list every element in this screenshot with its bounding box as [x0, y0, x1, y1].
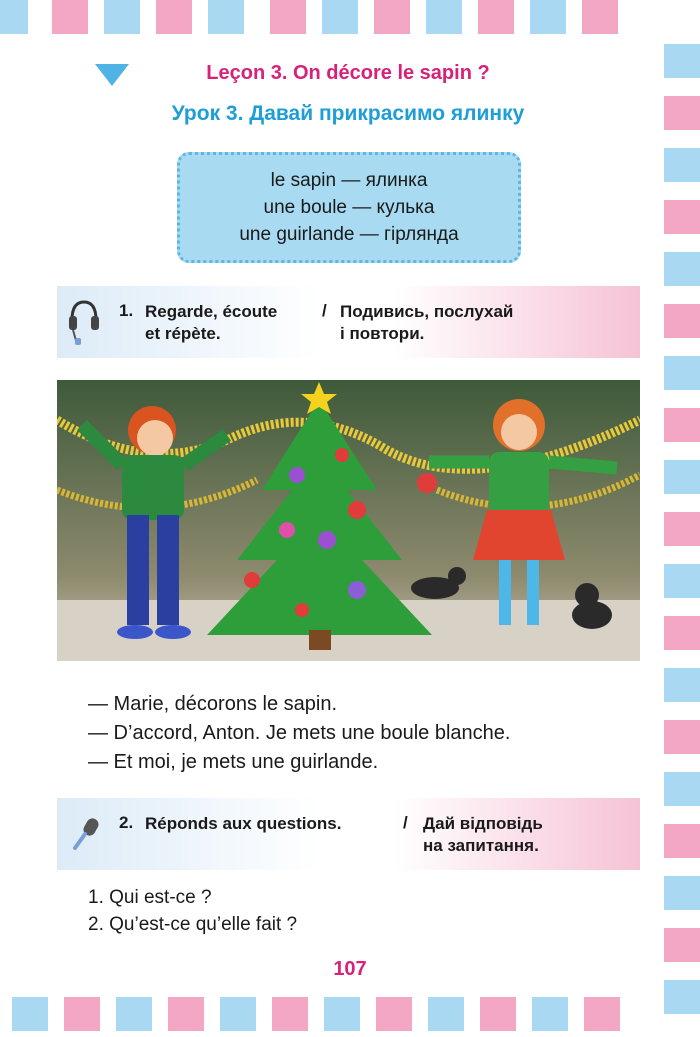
- dialog-text: [88, 690, 510, 777]
- question-item: 1. Qui est-ce ?: [88, 887, 212, 908]
- task1-slash: /: [322, 301, 327, 320]
- questions-list: [88, 884, 297, 938]
- page-number: 107: [333, 958, 367, 980]
- vocab-item: le sapin — ялинка: [270, 170, 428, 191]
- task2-slash: /: [403, 813, 408, 832]
- task1-number: 1.: [119, 301, 134, 320]
- christmas-tree-illustration: [57, 380, 640, 661]
- vocab-item: une boule — кулька: [263, 197, 435, 218]
- right-border: [662, 0, 700, 1037]
- task2-instruction-bar: [57, 798, 640, 870]
- headphones-icon: [67, 298, 101, 351]
- vocab-item: une guirlande — гірлянда: [239, 224, 459, 245]
- dialog-line: — Et moi, je mets une guirlande.: [88, 751, 379, 773]
- vocabulary-box: [177, 152, 521, 263]
- task1-text-ua: Подивись, послухай і повтори.: [340, 302, 514, 343]
- bottom-border: [0, 997, 700, 1037]
- dialog-line: — Marie, décorons le sapin.: [88, 693, 338, 715]
- lesson-title-fr: Leçon 3. On décore le sapin ?: [206, 62, 490, 84]
- question-item: 2. Qu’est-ce qu’elle fait ?: [88, 914, 298, 935]
- task1-instruction-bar: [57, 286, 640, 358]
- task1-text-fr: Regarde, écoute et répète.: [145, 302, 278, 343]
- lesson-title-ua: Урок 3. Давай прикрасимо ялинку: [171, 102, 525, 125]
- top-border: [0, 0, 700, 34]
- dialog-line: — D’accord, Anton. Je mets une boule blanche.: [88, 722, 511, 744]
- task2-number: 2.: [119, 813, 134, 832]
- task2-text-ua: Дай відповідь на запитання.: [423, 814, 543, 855]
- microphone-icon: [71, 816, 101, 857]
- task2-text-fr: Réponds aux questions.: [145, 814, 342, 833]
